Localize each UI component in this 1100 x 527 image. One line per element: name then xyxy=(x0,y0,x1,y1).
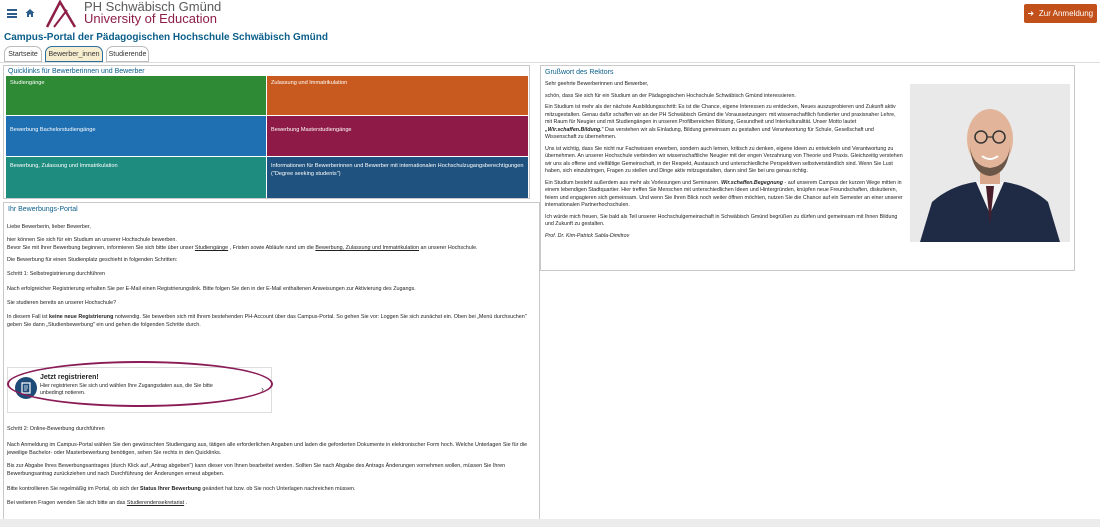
status-text-a: Bitte kontrollieren Sie regelmäßig im Portal, ob sich der xyxy=(7,485,141,492)
register-title: Jetzt registrieren! xyxy=(40,374,99,381)
intro-paragraph xyxy=(7,236,537,252)
step2-text: Nach Anmeldung im Campus-Portal wählen Sie den gewünschten Studiengang aus, tätigen alle erforderlichen Angaben und laden die geforderten Dokumente in elektronischer Form hoch. Welche Unterlagen Sie für die jeweilige Bachelor- oder Masterbewerbung benötigen, sehen Sie rechts in den Quicklinks. xyxy=(7,442,528,457)
intro-line: hier können Sie sich für ein Studium an unserer Hochschule bewerben. xyxy=(7,237,177,244)
home-icon[interactable] xyxy=(25,8,35,18)
bewerbung-link[interactable]: Bewerbung, Zulassung und Immatrikulation xyxy=(315,245,420,252)
steps-intro: Die Bewerbung für einen Studienplatz geschieht in folgenden Schritten: xyxy=(7,257,178,264)
status-text-b: geändert hat bzw. ob Sie noch Unterlagen nachreichen müssen. xyxy=(200,485,356,492)
already-bold: keine neue Registrierung xyxy=(48,313,114,320)
greeting-panel xyxy=(540,65,1075,271)
greeting-p4: Uns ist wichtig, dass Sie nicht nur Fachwissen erwerben, sondern auch lernen, kritisch zu denken, eigene Ideen zu entwickeln und Verantwortung zu übernehmen. An unserer Hochschule verbinden wir wissenschaftliche Neugier mit der engen Verzahnung von Theorie und Praxis. Gleichzeitig verstehen wir uns als offene und vielfältige Gemeinschaft, in der Respekt, Austausch und unterschiedliche Perspektiven selbstverständlich sind. Wenn Sie Lust haben, sich einzubringen, Fragen zu stellen und Dinge aktiv mitzugestalten, dann sind Sie bei uns genau richtig. xyxy=(545,145,903,175)
intro-text-3: an unserer Hochschule. xyxy=(419,245,478,252)
already-text-b: notwendig. Sie bewerben sich mit Ihrem bestehenden PH-Account über das Campus-Portal. So gehen Sie vor: Loggen Sie sich zunächst ein. Oben bei „Menü durchsuchen" geben Sie dann „Studienbewerbung" ein und gehen die folgenden Schritte durch. xyxy=(7,313,527,328)
quicklinks-title: Quicklinks für Bewerberinnen und Bewerber xyxy=(8,68,145,75)
tile-international[interactable]: Informationen für Bewerberinnen und Bewerber mit internationalen Hochschulzugangsberechtigungen ("Degree seeking students") xyxy=(267,157,528,198)
highlight-oval xyxy=(7,361,273,407)
apply-button[interactable] xyxy=(1024,4,1097,23)
tile-studiengaenge[interactable]: Studiengänge xyxy=(6,76,266,115)
greeting-p3 xyxy=(545,104,903,142)
university-name: PH Schwäbisch Gmünd xyxy=(84,0,222,14)
status-bold: Status Ihrer Bewerbung xyxy=(140,485,201,492)
quicklinks-panel xyxy=(3,65,530,199)
register-text: Hier registrieren Sie sich und wählen Ihre Zugangsdaten aus, die Sie bitte unbedingt notieren. xyxy=(40,383,213,397)
portal-title: Ihr Bewerbungs-Portal xyxy=(8,206,78,213)
chevron-right-icon: › xyxy=(261,384,264,394)
greeting-p3c: " Das verstehen wir als Einladung, Bildung gemeinsam zu gestalten und Verantwortung für Schule, Gesellschaft und Wissenschaft zu übernehmen. xyxy=(545,126,874,141)
menu-icon[interactable] xyxy=(7,9,17,18)
greeting-text xyxy=(545,81,903,244)
tab-startseite[interactable]: Startseite xyxy=(4,46,42,62)
step2-title: Schritt 2: Online-Bewerbung durchführen xyxy=(7,426,105,432)
status-text xyxy=(7,485,537,493)
intro-text: Bevor Sie mit Ihrer Bewerbung beginnen, informieren Sie sich bitte über unser xyxy=(7,245,195,252)
tab-studierende[interactable]: Studierende xyxy=(106,46,149,62)
rector-photo xyxy=(910,84,1070,242)
tile-zulassung[interactable]: Zulassung und Immatrikulation xyxy=(267,76,528,115)
contact-text xyxy=(7,499,537,507)
contact-text-a: Bei weiteren Fragen wenden Sie sich bitte an das xyxy=(7,499,127,506)
tile-bachelor[interactable]: Bewerbung Bachelorstudiengänge xyxy=(6,116,266,156)
apply-button-label: Zur Anmeldung xyxy=(1038,9,1094,18)
tab-bewerber-innen[interactable]: Bewerber_innen xyxy=(45,46,103,62)
greeting-p2: schön, dass Sie sich für ein Studium an der Pädagogischen Hochschule Schwäbisch Gmünd interessieren. xyxy=(545,92,796,99)
greeting-p5 xyxy=(545,180,903,210)
step1-title: Schritt 1: Selbstregistrierung durchführen xyxy=(7,271,105,278)
bottom-scrollbar[interactable] xyxy=(0,519,1100,527)
portal-body-lower xyxy=(7,425,537,512)
greeting-p5a: Ein Studium besteht außerdem aus mehr als Vorlesungen und Seminaren. xyxy=(545,179,722,186)
tile-master[interactable]: Bewerbung Masterstudiengänge xyxy=(267,116,528,156)
contact-text-b: . xyxy=(184,499,188,506)
greeting-p6: Ich würde mich freuen, Sie bald als Teil unserer Hochschulgemeinschaft in Schwäbisch Gmünd begrüßen zu dürfen und gemeinsam mit Ihnen Bildung und Zukunft zu gestalten. xyxy=(545,213,898,228)
page-title: Campus-Portal der Pädagogischen Hochschule Schwäbisch Gmünd xyxy=(4,32,328,43)
already-student-text xyxy=(7,313,537,329)
salutation: Liebe Bewerberin, lieber Bewerber, xyxy=(7,224,91,230)
studiengaenge-link[interactable]: Studiengänge xyxy=(194,245,229,252)
login-arrow-icon xyxy=(1028,10,1035,17)
intro-text-2: , Fristen sowie Abläufe rund um die xyxy=(228,245,316,252)
motto-bildung: „Wir.schaffen.Bildung. xyxy=(545,126,602,133)
step2-text-2: Bis zur Abgabe Ihres Bewerbungsantrages (durch Klick auf „Antrag abgeben") kann dieser von Ihnen bearbeitet werden. Sollten Sie nach Abgabe des Antrags Änderungen vornehmen wollen, müssen Sie Ihren Bewerbungsantrag zurückziehen und nach Durchführung der Änderungen erneut abgeben. xyxy=(7,463,506,478)
signature: Prof. Dr. Kim-Patrick Sabla-Dimitrov xyxy=(545,232,630,239)
portal-panel xyxy=(3,202,540,520)
portal-body xyxy=(7,223,537,334)
studierendensekretariat-link[interactable]: Studierendensekretariat xyxy=(126,499,185,506)
already-student-title: Sie studieren bereits an unserer Hochschule? xyxy=(7,299,117,306)
greeting-p3a: Ein Studium ist mehr als der nächste Ausbildungsschritt: Es ist die Chance, eigene Interessen zu entdecken, Neues auszuprobieren und Zukunft aktiv mitzugestalten. Genau dafür schaffen wir an der PH Schwäbisch Gmünd die Voraussetzungen: mit wissenschaftlich fundierter und praxisnaher Lehre, mit Raum für Neugier und mit Studiengängen in unseren Profilbereichen Bildung, Gesundheit und Interkulturalität. Unser Motto lautet xyxy=(545,104,896,126)
top-bar xyxy=(0,0,1100,30)
greeting-p1: Sehr geehrte Bewerberinnen und Bewerber, xyxy=(545,81,649,87)
tab-divider xyxy=(0,62,1100,63)
greeting-p5c: - auf unserem Campus der kurzen Wege mitten in einem lebendigen Stadtquartier. Hier treffen Sie Menschen mit unterschiedlichen Ideen und Hintergründen, knüpfen neue Freundschaften, diskutieren, feiern und engagieren sich gemeinsam. Und wenn Sie Ihren Blick noch weiter öffnen möchten, nutzen Sie die Chance auf ein Semester an einer unserer internationalen Partnerhochschulen. xyxy=(545,179,903,209)
quicklinks-grid xyxy=(6,76,527,197)
university-logo[interactable] xyxy=(45,0,77,28)
university-subtitle: University of Education xyxy=(84,11,217,26)
already-text-a: In diesem Fall ist xyxy=(7,313,49,320)
tile-bewerbung-zulassung[interactable]: Bewerbung, Zulassung und Immatrikulation xyxy=(6,157,266,198)
tab-bar xyxy=(4,46,149,62)
greeting-title: Grußwort des Rektors xyxy=(545,69,614,76)
step1-text: Nach erfolgreicher Registrierung erhalten Sie per E-Mail einen Registrierungslink. Bitte folgen Sie den in der E-Mail enthaltenen Anweisungen zur Aktivierung des Zugangs. xyxy=(7,285,416,292)
motto-begegnung: Wir.schaffen.Begegnung xyxy=(721,179,784,186)
